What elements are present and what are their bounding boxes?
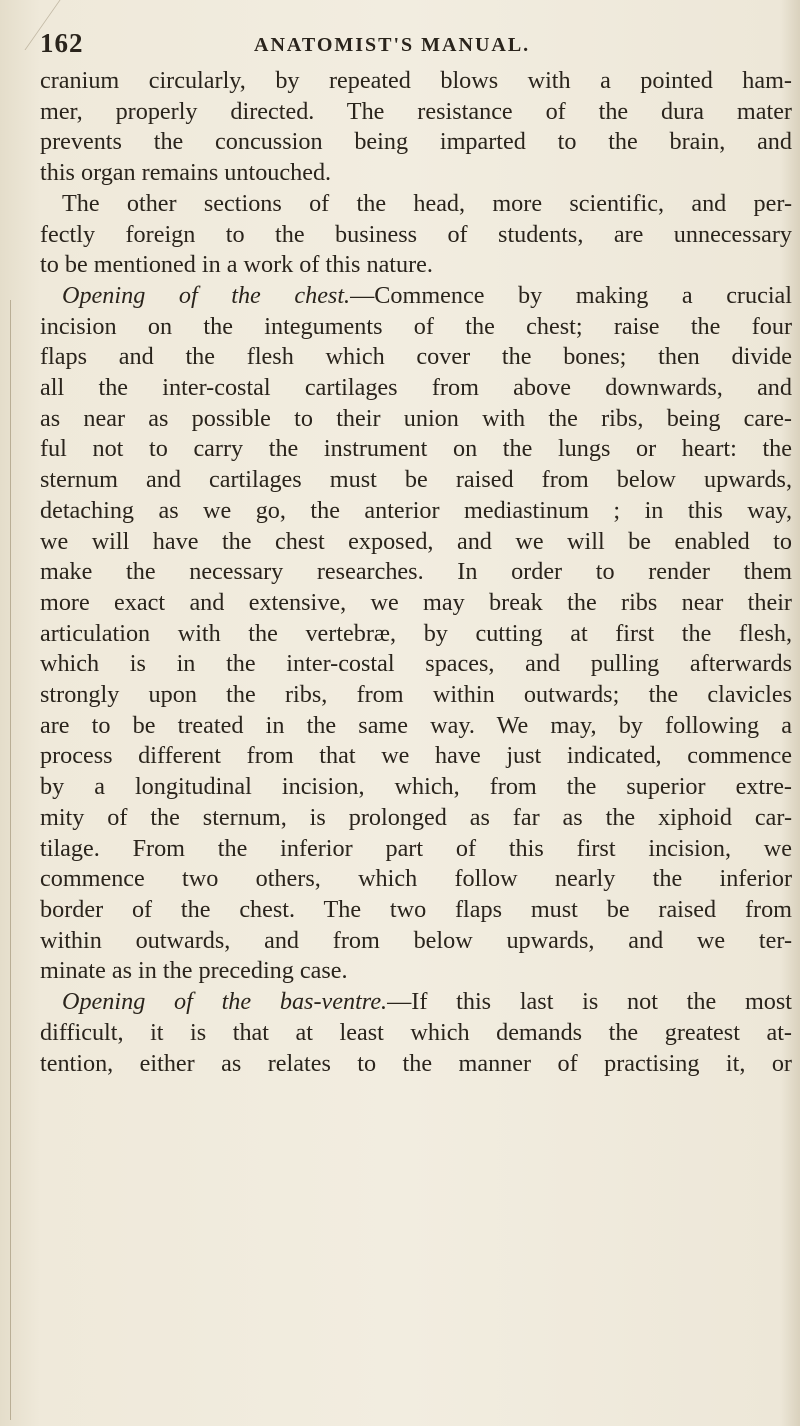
- text-line: [40, 281, 792, 312]
- text-line: tilage. From the inferior part of this first incision, we: [40, 834, 792, 862]
- text-line: which is in the inter-costal spaces, and pulling afterwards: [40, 650, 792, 678]
- text-line: incision on the integuments of the chest; raise the four: [40, 312, 792, 340]
- text-line: within outwards, and from below upwards, and we ter-: [40, 926, 792, 954]
- text-line: more exact and extensive, we may break the ribs near their: [40, 588, 792, 616]
- text-line: ful not to carry the instrument on the lungs or heart: the: [40, 435, 792, 463]
- text-line: by a longitudinal incision, which, from the superior extre-: [40, 773, 792, 801]
- text-line: cranium circularly, by repeated blows with a pointed ham-: [40, 67, 792, 94]
- gutter-shadow-line: [10, 300, 11, 1420]
- page-header: [40, 28, 780, 62]
- paragraph-opening-of-bas-ventre: [40, 987, 792, 1079]
- text-line: border of the chest. The two flaps must be raised from: [40, 895, 792, 923]
- text-line: mity of the sternum, is prolonged as far as the xiphoid car-: [40, 803, 792, 831]
- body-text: [40, 66, 792, 1079]
- text-line: flaps and the flesh which cover the bones; then divide: [40, 343, 792, 371]
- text-line-continuation: —Commence by making a crucial: [350, 281, 792, 309]
- paragraph-1: [40, 66, 792, 189]
- text-line: all the inter-costal cartilages from above downwards, and: [40, 374, 792, 402]
- running-head: ANATOMIST'S MANUAL.: [254, 34, 531, 56]
- text-line: difficult, it is that at least which demands the greatest at-: [40, 1018, 792, 1046]
- page-number: 162: [40, 28, 84, 58]
- text-line: minate as in the preceding case.: [40, 957, 348, 985]
- text-line: articulation with the vertebræ, by cutting at first the flesh,: [40, 619, 792, 647]
- text-line: strongly upon the ribs, from within outwards; the clavicles: [40, 681, 792, 709]
- text-line: mer, properly directed. The resistance of the dura mater: [40, 97, 792, 125]
- text-line: tention, either as relates to the manner of practising it, or: [40, 1049, 792, 1077]
- text-line: The other sections of the head, more scientific, and per-: [62, 189, 792, 217]
- text-line: process different from that we have just indicated, commence: [40, 742, 792, 770]
- text-line: fectly foreign to the business of students, are unnecessary: [40, 220, 792, 248]
- text-line: are to be treated in the same way. We may, by following a: [40, 711, 792, 739]
- text-line: this organ remains untouched.: [40, 159, 332, 187]
- text-line: commence two others, which follow nearly the inferior: [40, 865, 792, 893]
- text-line: detaching as we go, the anterior mediastinum ; in this way,: [40, 496, 792, 524]
- paragraph-opening-of-chest: [40, 281, 792, 987]
- text-line-continuation: —If this last is not the most: [387, 988, 792, 1016]
- text-line: sternum and cartilages must be raised from below upwards,: [40, 466, 792, 494]
- paragraph-2: [40, 189, 792, 281]
- text-line: prevents the concussion being imparted to the brain, and: [40, 128, 792, 156]
- section-heading-chest: Opening of the chest.: [62, 281, 351, 309]
- section-heading-bas-ventre: Opening of the bas-ventre.: [62, 988, 388, 1016]
- text-line: we will have the chest exposed, and we will be enabled to: [40, 527, 792, 555]
- text-line: to be mentioned in a work of this nature.: [40, 251, 433, 279]
- text-line: [40, 987, 792, 1018]
- text-line: make the necessary researches. In order to render them: [40, 558, 792, 586]
- text-line: as near as possible to their union with the ribs, being care-: [40, 404, 792, 432]
